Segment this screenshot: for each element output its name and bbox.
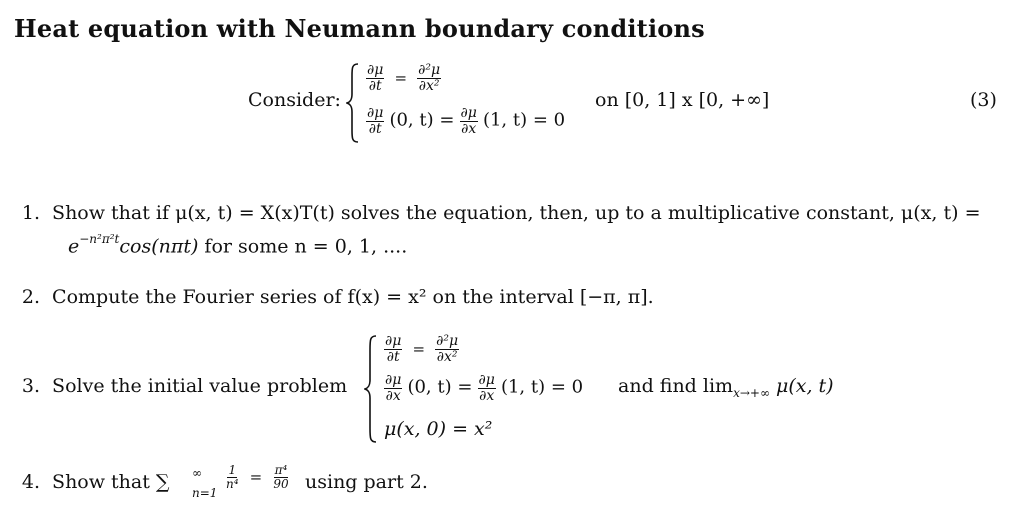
sum-subscript: n=1 bbox=[192, 486, 218, 500]
ivp-bc-lhs-den: ∂x bbox=[385, 387, 401, 404]
pde-equals: = bbox=[394, 68, 408, 87]
ivp-bc-rhs-num: ∂μ bbox=[478, 372, 495, 388]
pde-lhs-num: ∂μ bbox=[367, 62, 384, 78]
pde-rhs-fraction bbox=[417, 63, 441, 93]
pde-rhs-den: ∂x² bbox=[418, 77, 440, 94]
bc-lhs-den: ∂t bbox=[368, 120, 382, 137]
sum-frac-num: 1 bbox=[228, 463, 237, 477]
list-item-3 bbox=[14, 375, 347, 397]
ivp-bc-arg2: (1, t) = 0 bbox=[500, 376, 584, 398]
item-3-text: Solve the initial value problem bbox=[52, 375, 348, 397]
page-title: Heat equation with Neumann boundary conditions bbox=[14, 14, 705, 43]
item-3-pde bbox=[384, 334, 459, 364]
list-item-4 bbox=[14, 471, 169, 493]
intro-bc bbox=[366, 106, 565, 136]
bc-rhs-num: ∂μ bbox=[460, 105, 477, 121]
ivp-bc-lhs-fraction bbox=[384, 373, 402, 403]
item-1-cos: cos(nπt) bbox=[119, 235, 199, 258]
limit-expression: μ(x, t) bbox=[769, 375, 834, 397]
pde-lhs-fraction bbox=[366, 63, 384, 93]
bc-arg2: (1, t) = 0 bbox=[482, 109, 566, 131]
bc-rhs-den: ∂x bbox=[461, 120, 477, 137]
ivp-pde-lhs-den: ∂t bbox=[386, 348, 400, 365]
pde-lhs-den: ∂t bbox=[368, 77, 382, 94]
ivp-pde-lhs-fraction bbox=[384, 334, 402, 364]
domain-text: on [0, 1] x [0, +∞] bbox=[595, 89, 770, 111]
list-item-1 bbox=[14, 202, 981, 224]
bc-arg1: (0, t) = bbox=[389, 109, 455, 131]
item-4-sum-fraction bbox=[226, 464, 289, 490]
item-1-exponent: −n²π²t bbox=[79, 232, 120, 246]
ivp-brace bbox=[364, 334, 378, 444]
item-1-exp-base: e bbox=[68, 235, 80, 258]
item-1-number: 1. bbox=[21, 202, 40, 224]
ivp-pde-rhs-den: ∂x² bbox=[436, 348, 458, 365]
item-3-number: 3. bbox=[21, 375, 40, 397]
limit-prefix: and find lim bbox=[618, 375, 734, 397]
ivp-pde-equals: = bbox=[412, 339, 426, 358]
pi-frac-num: π⁴ bbox=[274, 463, 288, 477]
ivp-pde-lhs-num: ∂μ bbox=[385, 333, 402, 349]
pi-frac-den: 90 bbox=[273, 476, 289, 491]
consider-label: Consider: bbox=[248, 89, 341, 111]
list-item-2 bbox=[14, 286, 654, 308]
ivp-bc-arg1: (0, t) = bbox=[407, 376, 473, 398]
item-3-bc bbox=[384, 373, 583, 403]
bc-rhs-fraction bbox=[460, 106, 478, 136]
item-2-text: Compute the Fourier series of f(x) = x² on the interval [−π, π]. bbox=[52, 286, 654, 308]
pde-rhs-num: ∂²μ bbox=[418, 62, 441, 78]
item-2-number: 2. bbox=[21, 286, 40, 308]
ivp-bc-rhs-fraction bbox=[478, 373, 496, 403]
intro-pde bbox=[366, 63, 441, 93]
limit-subscript: x→+∞ bbox=[733, 385, 770, 400]
ivp-bc-rhs-den: ∂x bbox=[479, 387, 495, 404]
item-3-limit bbox=[618, 375, 834, 400]
system-brace bbox=[346, 62, 360, 144]
item-1-line1: Show that if μ(x, t) = X(x)T(t) solves the equation, then, up to a multiplicative constant, μ(x, t) = bbox=[52, 202, 981, 224]
item-4-number: 4. bbox=[21, 471, 40, 493]
bc-lhs-num: ∂μ bbox=[367, 105, 384, 121]
item-1-line2 bbox=[68, 234, 407, 257]
item-4-prefix: Show that ∑ bbox=[52, 471, 170, 493]
item-1-tail: for some n = 0, 1, .... bbox=[198, 235, 408, 258]
ivp-pde-rhs-fraction bbox=[435, 334, 459, 364]
bc-lhs-fraction bbox=[366, 106, 384, 136]
sum-superscript: ∞ bbox=[192, 466, 202, 480]
item-4-suffix: using part 2. bbox=[305, 471, 428, 493]
item-3-initial-condition: μ(x, 0) = x² bbox=[384, 418, 493, 440]
ivp-pde-rhs-num: ∂²μ bbox=[436, 333, 459, 349]
equation-number: (3) bbox=[970, 89, 997, 111]
ivp-bc-lhs-num: ∂μ bbox=[385, 372, 402, 388]
sum-frac-den: n⁴ bbox=[226, 476, 239, 491]
sum-equals: = bbox=[249, 467, 263, 486]
pi-fraction bbox=[273, 464, 288, 490]
sum-fraction bbox=[226, 464, 239, 490]
